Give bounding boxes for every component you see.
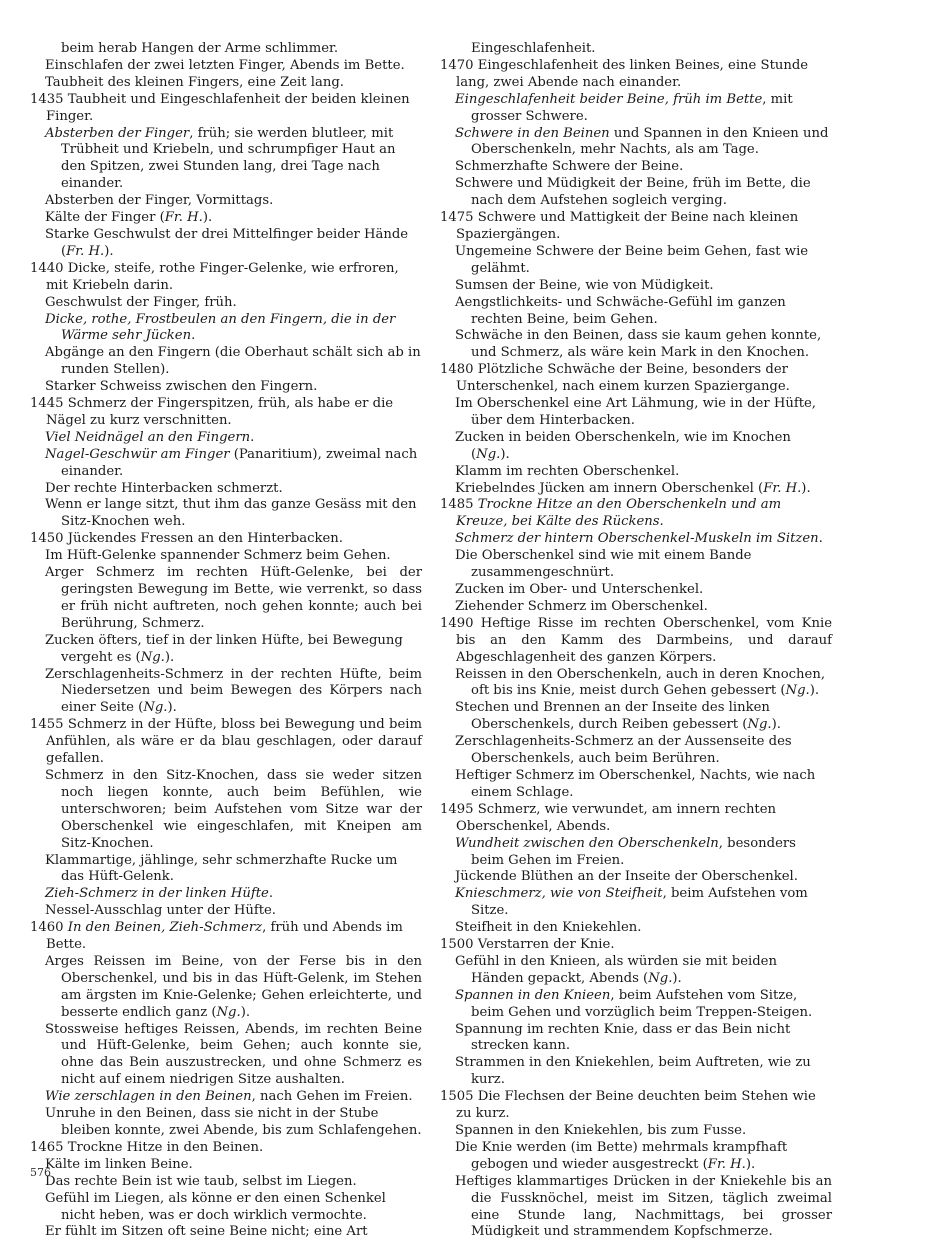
- italic-text: Fr. H.: [707, 1156, 746, 1172]
- entry-text: Zerschlagenheits-Schmerz in der rechten Hüfte, beim Niedersetzen und beim Bewegen des Körpers nach einer Seite (: [45, 666, 422, 716]
- symptom-entry: [30, 58, 422, 75]
- symptom-entry: [440, 481, 832, 498]
- numbered-entry: [440, 497, 832, 531]
- symptom-entry: [30, 1089, 422, 1106]
- entry-text: , beim Aufstehen vom Sitze.: [471, 886, 808, 919]
- symptom-entry: [440, 1055, 832, 1089]
- entry-text: Zucken öfters, tief in der linken Hüfte, bei Bewegung vergeht es (: [45, 632, 403, 665]
- numbered-entry: [30, 531, 422, 548]
- entry-text: Sumsen der Beine, wie von Müdigkeit.: [455, 277, 714, 293]
- entry-text: Heftige Risse im rechten Oberschenkel, vom Knie bis an den Kamm des Darmbeins, und darauf Abgeschlagenheit des ganzen Körpers.: [456, 615, 832, 665]
- entry-number: 1455: [30, 717, 68, 733]
- entry-text: Spannung im rechten Knie, dass er das Bein nicht strecken kann.: [455, 1021, 791, 1054]
- symptom-entry: [30, 633, 422, 667]
- entry-text: Jückende Blüthen an der Inseite der Oberschenkel.: [455, 869, 798, 885]
- entry-text: , früh und Abends im Bette.: [46, 920, 403, 953]
- entry-text: Heftiger Schmerz im Oberschenkel, Nachts, wie nach einem Schlage.: [455, 767, 816, 800]
- entry-number: 1480: [440, 362, 478, 378]
- entry-text: Zucken in beiden Oberschenkeln, wie im Knochen (: [455, 429, 791, 462]
- entry-text: .: [191, 328, 196, 344]
- entry-number: 1505: [440, 1089, 478, 1105]
- entry-text: .: [250, 429, 255, 445]
- entry-text: Das rechte Bein ist wie taub, selbst im Liegen.: [45, 1173, 357, 1189]
- entry-text: Strammen in den Kniekehlen, beim Auftreten, wie zu kurz.: [455, 1055, 811, 1088]
- entry-text: und Spannen in den Knieen und Oberschenkeln, mehr Nachts, als am Tage.: [471, 125, 829, 158]
- entry-text: (Panaritium), zweimal nach einander.: [61, 446, 418, 479]
- numbered-entry: [440, 362, 832, 396]
- entry-text: Arges Reissen im Beine, von der Ferse bis in den Oberschenkel, und bis in das Hüft-Gelenk, im Stehen am ärgsten im Knie-Gelenke; Gehen erleichterte, und besserte endlich ganz (: [45, 953, 422, 1020]
- italic-text: Ng.: [476, 446, 501, 462]
- italic-text: Absterben der Finger: [45, 125, 190, 141]
- entry-text: Spannen in den Kniekehlen, bis zum Fusse.: [455, 1123, 747, 1138]
- numbered-entry: [440, 616, 832, 667]
- italic-text: Ng.: [648, 970, 673, 986]
- symptom-entry: [30, 210, 422, 227]
- numbered-entry: [30, 920, 422, 954]
- entry-text: ).: [745, 1156, 756, 1172]
- entry-text: Er fühlt im Sitzen oft seine Beine nicht; eine Art: [45, 1224, 368, 1240]
- symptom-entry: [30, 379, 422, 396]
- entry-text: Plötzliche Schwäche der Beine, besonders der Unterschenkel, nach einem kurzen Spaziergange.: [456, 362, 790, 395]
- entry-text: Stossweise heftiges Reissen, Abends, im rechten Beine und Hüft-Gelenke, beim Gehen; auch konnte sie, ohne das Bein auszustrecken, und ohne Schmerz es nicht auf einem niedrigen Sitze aushalten.: [45, 1021, 422, 1088]
- entry-text: Zucken im Ober- und Unterschenkel.: [455, 582, 704, 597]
- entry-text: Trockne Hitze in den Beinen.: [67, 1139, 264, 1155]
- symptom-entry: [30, 667, 422, 718]
- numbered-entry: [440, 937, 832, 954]
- symptom-entry: [440, 295, 832, 329]
- italic-text: Ng.: [785, 683, 810, 699]
- symptom-entry: [30, 1106, 422, 1140]
- entry-text: Taubheit und Eingeschlafenheit der beiden kleinen Finger.: [46, 91, 410, 124]
- entry-text: Abgänge an den Fingern (die Oberhaut schält sich ab in runden Stellen).: [45, 345, 421, 378]
- symptom-entry: [30, 853, 422, 887]
- italic-text: Ng.: [747, 717, 772, 733]
- italic-text: Nagel-Geschwür am Finger: [45, 446, 230, 462]
- italic-text: Ng.: [216, 1004, 241, 1020]
- symptom-entry: [440, 988, 832, 1022]
- entry-text: beim herab Hangen der Arme schlimmer.: [61, 41, 339, 56]
- entry-text: Stechen und Brennen an der Inseite des linken Oberschenkels, durch Reiben gebessert (: [455, 700, 770, 733]
- entry-text: Schmerzhafte Schwere der Beine.: [455, 159, 684, 175]
- entry-text: Starker Schweiss zwischen den Fingern.: [45, 379, 318, 395]
- numbered-entry: [30, 1140, 422, 1157]
- entry-text: Im Oberschenkel eine Art Lähmung, wie in der Hüfte, über dem Hinterbacken.: [455, 396, 816, 428]
- entry-text: Heftiges klammartiges Drücken in der Kniekehle bis an die Fussknöchel, meist im Sitzen, täglich zweimal eine Stunde lang, Nachmittags, bei grosser Müdigkeit und strammendem Kopfschmerze.: [455, 1173, 832, 1240]
- symptom-entry: [440, 667, 832, 701]
- symptom-entry: [30, 75, 422, 92]
- entry-text: Die Oberschenkel sind wie mit einem Bande zusammengeschnürt.: [455, 548, 752, 581]
- entry-number: 1460: [30, 920, 68, 936]
- symptom-entry: [30, 1191, 422, 1225]
- italic-text: Fr. H.: [763, 480, 802, 496]
- entry-text: Zerschlagenheits-Schmerz an der Aussenseite des Oberschenkels, auch beim Berühren.: [455, 734, 792, 767]
- entry-number: 1470: [440, 57, 478, 73]
- entry-text: Im Hüft-Gelenke spannender Schmerz beim Gehen.: [45, 548, 391, 564]
- symptom-entry: [440, 244, 832, 278]
- italic-text: Eingeschlafenheit beider Beine, früh im Bette: [455, 91, 763, 107]
- symptom-entry: [440, 92, 832, 126]
- entry-number: 1445: [30, 396, 68, 412]
- left-column: [30, 41, 422, 1241]
- entry-text: Kriebelndes Jücken am innern Oberschenkel (: [455, 480, 764, 496]
- entry-text: ).: [809, 683, 820, 699]
- entry-text: Gefühl in den Knieen, als würden sie mit beiden Händen gepackt, Abends (: [455, 953, 777, 986]
- symptom-entry: [30, 548, 422, 565]
- entry-number: 1440: [30, 260, 68, 276]
- symptom-entry: [440, 531, 832, 548]
- entry-text: Der rechte Hinterbacken schmerzt.: [45, 480, 283, 496]
- symptom-entry: [440, 464, 832, 481]
- entry-text: Absterben der Finger, Vormittags.: [45, 193, 274, 209]
- italic-text: Ng.: [143, 700, 168, 716]
- entry-number: 1435: [30, 91, 68, 107]
- entry-text: Gefühl im Liegen, als könne er den einen Schenkel nicht heben, was er doch wirklich vermochte.: [45, 1190, 386, 1223]
- symptom-entry: [30, 954, 422, 1022]
- numbered-entry: [30, 92, 422, 126]
- entry-text: Schwere und Müdigkeit der Beine, früh im Bette, die nach dem Aufstehen sogleich verging.: [455, 176, 811, 209]
- entry-text: Arger Schmerz im rechten Hüft-Gelenke, bei der geringsten Bewegung im Bette, wie verrenkt, so dass er früh nicht auftreten, noch gehen konnte; auch bei Berührung, Schmerz.: [45, 565, 422, 631]
- entry-text: ).: [771, 717, 781, 733]
- entry-number: 1465: [30, 1139, 68, 1155]
- symptom-entry: [30, 886, 422, 903]
- symptom-entry: [30, 227, 422, 261]
- entry-text: , nach Gehen im Freien.: [251, 1089, 413, 1105]
- entry-number: 1450: [30, 531, 68, 547]
- symptom-entry: [440, 159, 832, 176]
- italic-text: Viel Neidnägel an den Fingern: [45, 429, 251, 445]
- symptom-entry: [30, 497, 422, 531]
- numbered-entry: [30, 396, 422, 430]
- entry-text: Schmerz in der Hüfte, bloss bei Bewegung und beim Anfühlen, als wäre er da blau geschlagen, oder darauf gefallen.: [46, 717, 422, 767]
- entry-number: 1490: [440, 615, 481, 631]
- symptom-entry: [440, 920, 832, 937]
- entry-text: Aengstlichkeits- und Schwäche-Gefühl im ganzen rechten Beine, beim Gehen.: [455, 294, 786, 327]
- symptom-entry: [30, 1224, 422, 1241]
- entry-text: .: [818, 531, 823, 547]
- entry-text: Starke Geschwulst der drei Mittelfinger beider Hände (: [45, 226, 409, 259]
- entry-text: Die Knie werden (im Bette) mehrmals krampfhaft gebogen und wieder ausgestreckt (: [455, 1139, 788, 1172]
- symptom-entry: [440, 886, 832, 920]
- symptom-entry: [440, 328, 832, 362]
- italic-text: Knieschmerz, wie von Steifheit: [455, 886, 663, 902]
- entry-text: Eingeschlafenheit.: [471, 41, 596, 56]
- symptom-entry: [440, 41, 832, 58]
- italic-text: Ng.: [140, 649, 165, 665]
- symptom-entry: [440, 396, 832, 430]
- entry-text: Ungemeine Schwere der Beine beim Gehen, fast wie gelähmt.: [455, 243, 809, 276]
- symptom-entry: [440, 1174, 832, 1241]
- entry-text: Schmerz, wie verwundet, am innern rechten Oberschenkel, Abends.: [456, 801, 777, 834]
- entry-text: Die Flechsen der Beine deuchten beim Stehen wie zu kurz.: [456, 1089, 816, 1122]
- entry-text: Schwere und Mattigkeit der Beine nach kleinen Spaziergängen.: [456, 210, 799, 242]
- symptom-entry: [440, 126, 832, 160]
- entry-text: Jückendes Fressen an den Hinterbacken.: [67, 531, 343, 547]
- entry-text: ).: [240, 1004, 251, 1020]
- numbered-entry: [440, 210, 832, 244]
- symptom-entry: [30, 1174, 422, 1191]
- symptom-entry: [440, 278, 832, 295]
- entry-text: ).: [202, 210, 213, 226]
- symptom-entry: [30, 1022, 422, 1090]
- symptom-entry: [440, 430, 832, 464]
- entry-text: Ziehender Schmerz im Oberschenkel.: [455, 598, 708, 614]
- numbered-entry: [30, 717, 422, 768]
- italic-text: Wie zerschlagen in den Beinen: [45, 1089, 252, 1105]
- numbered-entry: [440, 802, 832, 836]
- numbered-entry: [440, 1089, 832, 1123]
- entry-text: Schmerz der Fingerspitzen, früh, als habe er die Nägel zu kurz verschnitten.: [46, 396, 394, 428]
- entry-text: Klamm im rechten Oberschenkel.: [455, 463, 680, 479]
- entry-number: 1485: [440, 497, 478, 513]
- entry-text: Wenn er lange sitzt, thut ihm das ganze Gesäss mit den Sitz-Knochen weh.: [45, 497, 417, 530]
- italic-text: Fr. H.: [66, 243, 105, 259]
- italic-text: Fr. H.: [164, 210, 203, 226]
- symptom-entry: [440, 869, 832, 886]
- symptom-entry: [440, 1140, 832, 1174]
- entry-text: , besonders beim Gehen im Freien.: [471, 835, 796, 868]
- italic-text: Schwere in den Beinen: [455, 125, 610, 141]
- symptom-entry: [440, 582, 832, 599]
- right-column: [440, 41, 832, 1241]
- entry-text: Dicke, steife, rothe Finger-Gelenke, wie erfroren, mit Kriebeln darin.: [46, 260, 399, 293]
- entry-text: ).: [164, 649, 175, 665]
- symptom-entry: [30, 345, 422, 379]
- italic-text: Dicke, rothe, Frostbeulen an den Fingern, die in der Wärme sehr Jücken: [45, 311, 396, 344]
- symptom-entry: [30, 768, 422, 853]
- entry-text: ).: [167, 700, 177, 716]
- entry-text: Taubheit des kleinen Fingers, eine Zeit lang.: [45, 74, 344, 90]
- entry-text: ).: [104, 243, 114, 259]
- entry-text: Steifheit in den Kniekehlen.: [455, 920, 642, 936]
- entry-number: 1475: [440, 210, 478, 226]
- entry-text: .: [268, 886, 274, 902]
- entry-text: Kälte im linken Beine.: [45, 1156, 193, 1172]
- page-number: 576: [30, 1166, 51, 1179]
- symptom-entry: [440, 1022, 832, 1056]
- entry-text: Reissen in den Oberschenkeln, auch in deren Knochen, oft bis ins Knie, meist durch Gehen gebessert (: [455, 666, 826, 699]
- symptom-entry: [440, 1123, 832, 1140]
- symptom-entry: [440, 768, 832, 802]
- symptom-entry: [30, 430, 422, 447]
- entry-text: Schwäche in den Beinen, dass sie kaum gehen konnte, und Schmerz, als wäre kein Mark in den Knochen.: [455, 328, 822, 361]
- symptom-entry: [30, 295, 422, 312]
- entry-text: Geschwulst der Finger, früh.: [45, 294, 237, 310]
- symptom-entry: [30, 481, 422, 498]
- entry-text: Verstarren der Knie.: [477, 937, 615, 953]
- entry-text: Eingeschlafenheit des linken Beines, eine Stunde lang, zwei Abende nach einander.: [456, 57, 809, 90]
- numbered-entry: [30, 261, 422, 295]
- symptom-entry: [440, 599, 832, 616]
- entry-text: Klammartige, jählinge, sehr schmerzhafte Rucke um das Hüft-Gelenk.: [45, 852, 398, 885]
- symptom-entry: [30, 41, 422, 58]
- entry-text: , früh; sie werden blutleer, mit Trübheit und Kriebeln, und schrumpfiger Haut an den Spitzen, zwei Stunden lang, drei Tage nach einander.: [61, 125, 396, 192]
- entry-text: , mit grosser Schwere.: [471, 91, 793, 124]
- entry-number: 1495: [440, 801, 478, 817]
- italic-text: Zieh-Schmerz in der linken Hüfte: [45, 886, 269, 902]
- entry-text: Nessel-Ausschlag unter der Hüfte.: [45, 903, 277, 919]
- entry-text: Schmerz in den Sitz-Knochen, dass sie weder sitzen noch liegen konnte, auch beim Befühlen, wie unterschworen; beim Aufstehen vom Sitze war der Oberschenkel wie eingeschlafen, mit Kneipen am Sitz-Knochen.: [45, 767, 422, 851]
- entry-text: ).: [500, 446, 510, 462]
- entry-text: , beim Aufstehen vom Sitze, beim Gehen und vorzüglich beim Treppen-Steigen.: [471, 987, 813, 1020]
- symptom-entry: [440, 176, 832, 210]
- symptom-entry: [440, 548, 832, 582]
- symptom-entry: [440, 700, 832, 734]
- symptom-entry: [30, 1157, 422, 1174]
- symptom-entry: [30, 193, 422, 210]
- numbered-entry: [440, 58, 832, 92]
- italic-text: Spannen in den Knieen: [455, 987, 611, 1003]
- entry-text: Unruhe in den Beinen, dass sie nicht in der Stube bleiben konnte, zwei Abende, bis zum Schlafengehen.: [45, 1106, 422, 1138]
- italic-text: Schmerz der hintern Oberschenkel-Muskeln im Sitzen: [455, 531, 819, 547]
- entry-text: ).: [672, 970, 682, 986]
- symptom-entry: [30, 565, 422, 633]
- symptom-entry: [440, 954, 832, 988]
- entry-text: .: [659, 514, 664, 530]
- entry-text: Einschlafen der zwei letzten Finger, Abends im Bette.: [45, 57, 405, 73]
- entry-number: 1500: [440, 937, 478, 953]
- italic-text: In den Beinen, Zieh-Schmerz: [67, 920, 263, 936]
- symptom-entry: [440, 836, 832, 870]
- symptom-entry: [440, 734, 832, 768]
- symptom-entry: [30, 903, 422, 920]
- symptom-entry: [30, 447, 422, 481]
- italic-text: Wundheit zwischen den Oberschenkeln: [455, 835, 719, 851]
- symptom-entry: [30, 312, 422, 346]
- entry-text: Kälte der Finger (: [45, 210, 165, 226]
- entry-text: ).: [801, 480, 811, 496]
- symptom-entry: [30, 126, 422, 194]
- italic-text: Trockne Hitze an den Oberschenkeln und am Kreuze, bei Kälte des Rückens: [456, 497, 782, 530]
